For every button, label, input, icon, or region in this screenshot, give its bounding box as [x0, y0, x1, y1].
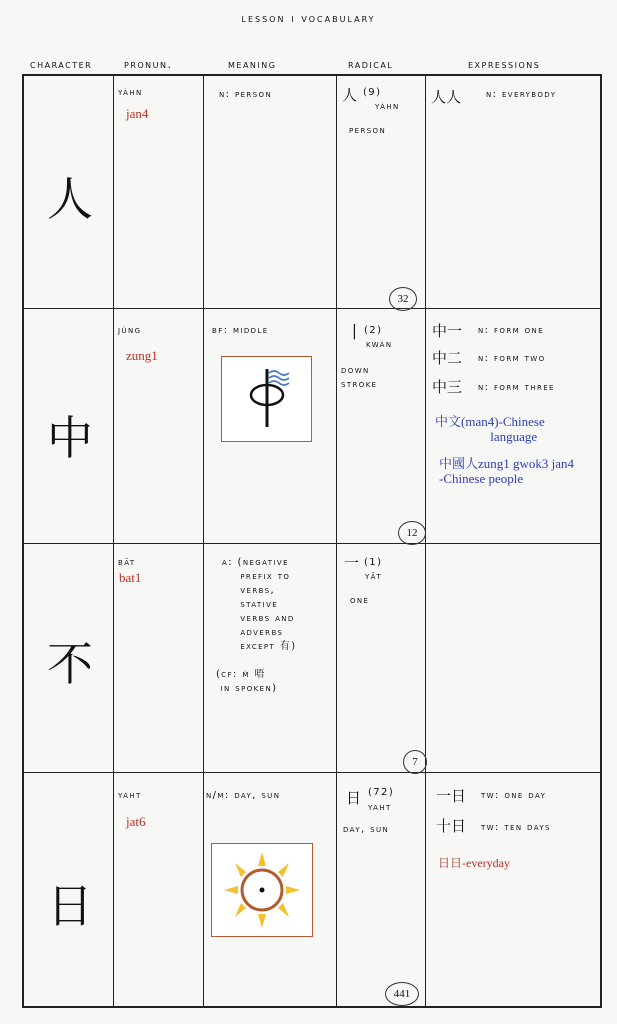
expression-gloss: n: everybody: [486, 89, 557, 100]
page-number-circle: 441: [385, 982, 419, 1006]
radical-char: 日: [346, 789, 362, 807]
sun-icon: [212, 844, 312, 936]
expression-term: 中一: [432, 322, 463, 340]
expression-gloss: n: form two: [478, 353, 546, 364]
radical-pronunciation: yaht: [368, 802, 392, 813]
pronunciation: bāt: [118, 557, 136, 568]
jyutping-note: zung1: [126, 348, 158, 363]
handwritten-note: 中文(man4)-Chinese language: [435, 414, 545, 444]
handwritten-note: 日日-everyday: [438, 856, 510, 870]
pronunciation: yaht: [118, 790, 142, 801]
meaning: n: person: [219, 89, 273, 100]
header-meaning: meaning: [228, 58, 277, 71]
header-radical: radical: [348, 58, 394, 71]
row-divider: [22, 543, 602, 544]
expression-term: 十日: [436, 817, 467, 835]
meaning: a: (negative prefix to verbs, stative verbs and adverbs except 有): [222, 557, 297, 652]
expression-gloss: n: form one: [478, 325, 544, 336]
page-number-circle: 12: [398, 521, 426, 545]
radical-meaning: down stroke: [341, 365, 378, 390]
character-ri: 日: [47, 879, 93, 933]
expression-gloss: tw: ten days: [481, 822, 551, 833]
header-expressions: expressions: [468, 58, 541, 71]
jyutping-note: jan4: [126, 106, 149, 121]
jyutping-note: bat1: [119, 570, 142, 585]
column-divider: [113, 74, 114, 1008]
expression-term: 中三: [432, 378, 463, 396]
radical-number: (1): [364, 557, 383, 568]
pronunciation: jùng: [118, 325, 142, 336]
sun-illustration: [211, 843, 313, 937]
radical-meaning: one: [350, 595, 370, 606]
radical-pronunciation: kwán: [366, 339, 393, 350]
column-divider: [336, 74, 337, 1008]
meaning-cf: (cf: m̀ 唔 in spoken): [216, 669, 278, 694]
meaning: n/m: day, sun: [206, 790, 281, 801]
middle-flag-icon: [222, 357, 311, 441]
header-character: character: [30, 58, 93, 71]
character-zhong: 中: [47, 411, 93, 465]
page-number-circle: 32: [389, 287, 417, 311]
radical-number: (9): [363, 87, 382, 98]
page-number-circle: 7: [403, 750, 427, 774]
header-pronun: pronun.: [124, 58, 173, 71]
radical-char: 丨: [346, 323, 363, 343]
handwritten-note: 中國人zung1 gwok3 jan4 -Chinese people: [439, 456, 575, 486]
row-divider: [22, 308, 602, 309]
expression-term: 一日: [436, 787, 467, 805]
flag-pole-illustration: [221, 356, 312, 442]
meaning: bf: middle: [212, 325, 269, 336]
radical-number: (72): [368, 787, 395, 798]
radical-pronunciation: yàhn: [375, 101, 400, 112]
radical-char: 人: [342, 86, 358, 104]
jyutping-note: jat6: [126, 814, 146, 829]
expression-term: 人人: [431, 88, 462, 106]
radical-char: 一: [344, 554, 360, 572]
character-ren: 人: [47, 172, 93, 226]
character-bu: 不: [47, 637, 93, 691]
expression-term: 中二: [432, 349, 463, 367]
row-divider: [22, 772, 602, 773]
radical-meaning: day, sun: [343, 824, 390, 835]
page-title: lesson i vocabulary: [241, 11, 376, 25]
radical-number: (2): [364, 325, 383, 336]
radical-meaning: person: [349, 125, 387, 136]
column-divider: [203, 74, 204, 1008]
pronunciation: yàhn: [118, 87, 143, 98]
expression-gloss: n: form three: [478, 382, 555, 393]
radical-pronunciation: yāt: [365, 571, 382, 582]
column-divider: [425, 74, 426, 1008]
expression-gloss: tw: one day: [481, 790, 547, 801]
